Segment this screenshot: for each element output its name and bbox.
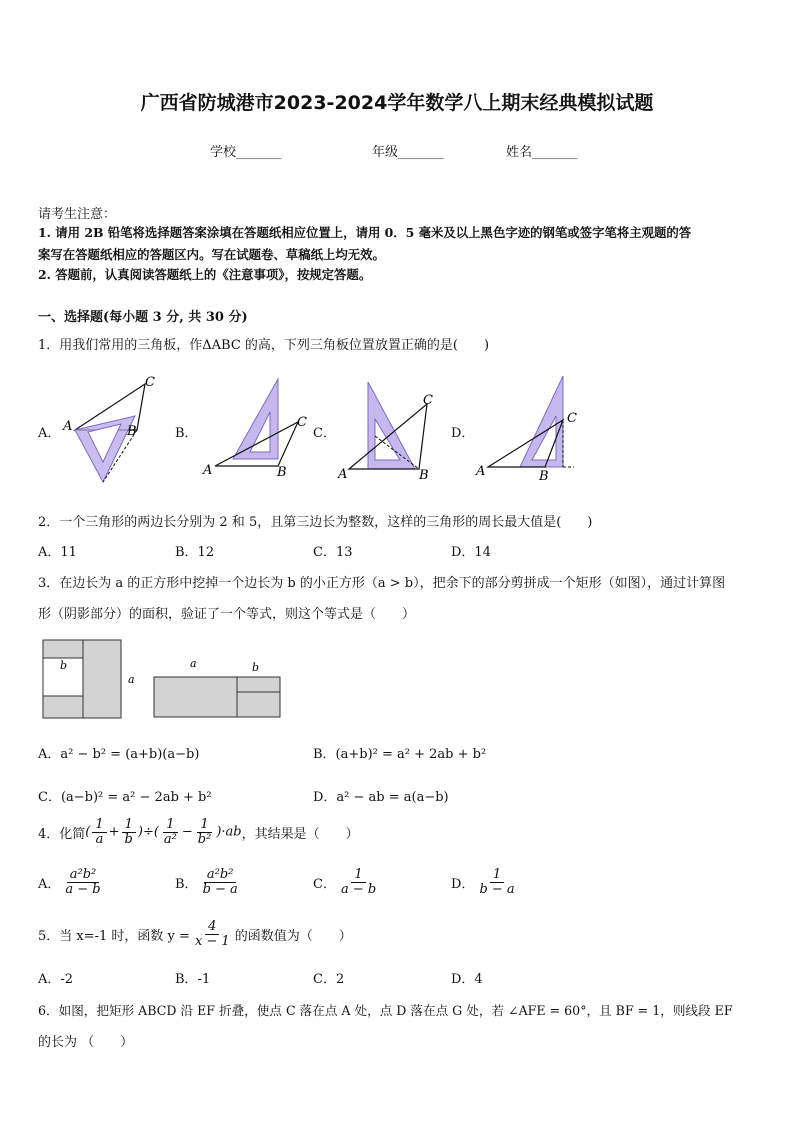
label-c: C [567,411,577,426]
q1-figure-a [55,374,165,484]
label-b: b [252,661,260,674]
q3-option-a[interactable]: A．a² − b² = (a+b)(a−b) [38,747,200,762]
q1-stem: 1．用我们常用的三角板，作ΔABC 的高，下列三角板位置放置正确的是( ) [38,338,490,353]
notice-line-1: 1. 请用 2B 铅笔将选择题答案涂填在答题纸相应位置上，请用 0．5 毫米及以上黑色字迹的钢笔或签字笔将主观题的答 [38,225,692,240]
q4-option-a[interactable]: A． $\frac{\text{a²b²}}{a - b}$ [38,867,101,897]
notice-line-2: 2. 答题前，认真阅读答题纸上的《注意事项》，按规定答题。 [38,267,372,282]
q1-option-b[interactable]: B． [175,426,198,441]
q6-stem-line-2: 的长为 （ ） [38,1035,134,1050]
label-c: C [423,393,433,408]
label-a: A [63,419,73,434]
label-c: C [297,415,307,430]
q1-figure-b [200,374,315,484]
q4-stem-prefix: 4．化简 [38,826,86,842]
q5-stem: 5．当 x=-1 时，函数 y = $\frac{4}{x - 1}$ 的函数值为（ ） [38,919,352,949]
q3-option-d[interactable]: D．a² − ab = a(a−b) [313,790,449,805]
q5-option-b[interactable]: B．-1 [175,972,211,987]
q4-expression: ( $\frac{1}{a}$ + $\frac{1}{b}$ )÷( $\frac{1}{\text{a²}}$ − $\frac{1}{\text{b²}}$ )·ab [85,817,242,847]
q4-stem [38,818,359,846]
label-c: C [145,375,155,390]
q4-option-c[interactable]: C． $\frac{1}{a - b}$ [313,867,377,897]
q1-figure-c [335,374,450,484]
label-b: B [277,465,287,480]
q2-option-c[interactable]: C．13 [313,545,353,560]
label-a: A [476,464,486,479]
label-a: a [190,657,197,670]
section-heading: 一、选择题(每小题 3 分, 共 30 分) [38,310,248,325]
q1-option-d[interactable]: D． [451,426,475,441]
q1-option-a[interactable]: A． [38,426,61,441]
q5-option-c[interactable]: C．2 [313,972,345,987]
q3-option-c[interactable]: C．(a−b)² = a² − 2ab + b² [38,790,212,805]
q1-figure-d [470,372,590,487]
q2-option-b[interactable]: B．12 [175,545,215,560]
q1-option-c[interactable]: C． [313,426,336,441]
q2-stem: 2．一个三角形的两边长分别为 2 和 5，且第三边长为整数，这样的三角形的周长最大值是( ) [38,515,593,530]
q5-option-a[interactable]: A．-2 [38,972,74,987]
q4-option-d[interactable]: D． $\frac{1}{b - a}$ [451,867,515,897]
label-a: A [338,467,348,482]
q2-option-a[interactable]: A．11 [38,545,77,560]
q3-stem-line-2: 形（阴影部分）的面积，验证了一个等式，则这个等式是（ ） [38,607,416,622]
q4-option-b[interactable]: B． $\frac{\text{a²b²}}{b - a}$ [175,867,238,897]
q2-option-d[interactable]: D．14 [451,545,491,560]
notice-heading: 请考生注意： [38,207,117,222]
page-title: 广西省防城港市2023-2024学年数学八上期末经典模拟试题 [140,92,654,114]
notice-line-1b: 案写在答题纸相应的答题区内。写在试题卷、草稿纸上均无效。 [38,247,385,262]
q3-figure [40,636,290,724]
q5-stem-suffix: 的函数值为（ ） [234,928,352,944]
label-b: B [127,424,137,439]
school-field[interactable]: 学校_______ [210,145,282,160]
label-b: b [60,659,68,672]
q5-option-d[interactable]: D．4 [451,972,483,987]
q3-option-b[interactable]: B．(a+b)² = a² + 2ab + b² [313,747,487,762]
label-b: B [419,468,429,483]
label-b: B [539,469,549,484]
grade-field[interactable]: 年级_______ [372,145,444,160]
q5-stem-prefix: 5．当 x=-1 时，函数 y = [38,928,190,944]
name-field[interactable]: 姓名_______ [506,145,578,160]
q3-stem-line-1: 3．在边长为 a 的正方形中挖掉一个边长为 b 的小正方形（a > b），把余下的部分剪拼成一个矩形（如图），通过计算图 [38,576,726,591]
q4-stem-suffix: ，其结果是（ ） [241,826,359,842]
label-a: A [203,463,213,478]
q6-stem-line-1: 6．如图，把矩形 ABCD 沿 EF 折叠，使点 C 落在点 A 处，点 D 落在点 G 处，若 ∠AFE = 60°，且 BF = 1，则线段 EF [38,1003,733,1018]
label-a: a [128,673,135,686]
